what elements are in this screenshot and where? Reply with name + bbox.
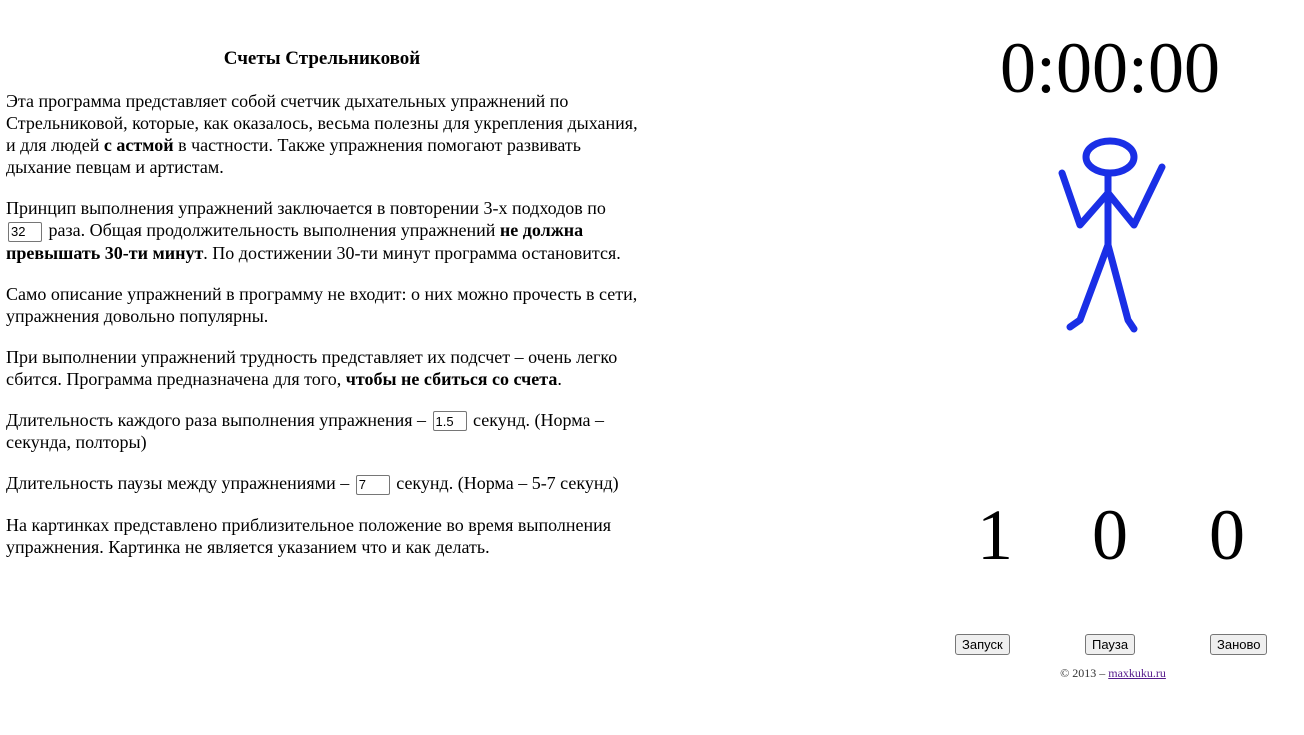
start-button[interactable]: Запуск [955, 634, 1010, 655]
timer-display: 0:00:00 [999, 28, 1220, 108]
duration-input[interactable] [433, 411, 467, 431]
pictures-note: На картинках представлено приблизительное положение во время выполнения упражнения. Картинка не является указанием что и как делать. [6, 514, 612, 557]
duration-paragraph: Длительность каждого раза выполнения упражнения – 1.5 секунд. (Норма – секунда, полторы) [6, 409, 638, 454]
principle-paragraph: Принцип выполнения упражнений заключается в повторении 3-х подходов по 32 раза. Общая продолжительность выполнения упражнений не должна превышать 30-ти минут. По достижении 30-ти минут программа остановится. [6, 197, 638, 264]
copyright-text: © 2013 – [1060, 666, 1109, 680]
reps-counter: 0 [1092, 495, 1128, 575]
description-column [6, 46, 638, 577]
footer [1000, 666, 1226, 681]
intro-paragraph: Эта программа представляет собой счетчик дыхательных упражнений по Стрельниковой, которые, как оказалось, весьма полезны для укрепления дыхания, и для людей с астмой в частности. Также упражнения помогают развивать дыхание певцам и артистам. [6, 91, 638, 177]
restart-button[interactable]: Заново [1210, 634, 1267, 655]
pause-button[interactable]: Пауза [1085, 634, 1135, 655]
pause-counter: 0 [1209, 495, 1245, 575]
sets-counter: 1 [977, 495, 1013, 575]
reps-input[interactable] [8, 222, 42, 242]
description-paragraph: Само описание упражнений в программу не входит: о них можно прочесть в сети, упражнения довольно популярны. [6, 283, 638, 326]
pause-paragraph: Длительность паузы между упражнениями – 7 секунд. (Норма – 5-7 секунд) [6, 472, 638, 495]
counting-paragraph: При выполнении упражнений трудность представляет их подсчет – очень легко сбится. Программа предназначена для того, чтобы не сбиться со счета. [6, 346, 618, 389]
pause-input[interactable] [356, 475, 390, 495]
stick-figure-icon [1050, 135, 1170, 340]
site-link[interactable]: maxkuku.ru [1108, 666, 1166, 680]
page-title: Счеты Стрельниковой [223, 48, 421, 69]
